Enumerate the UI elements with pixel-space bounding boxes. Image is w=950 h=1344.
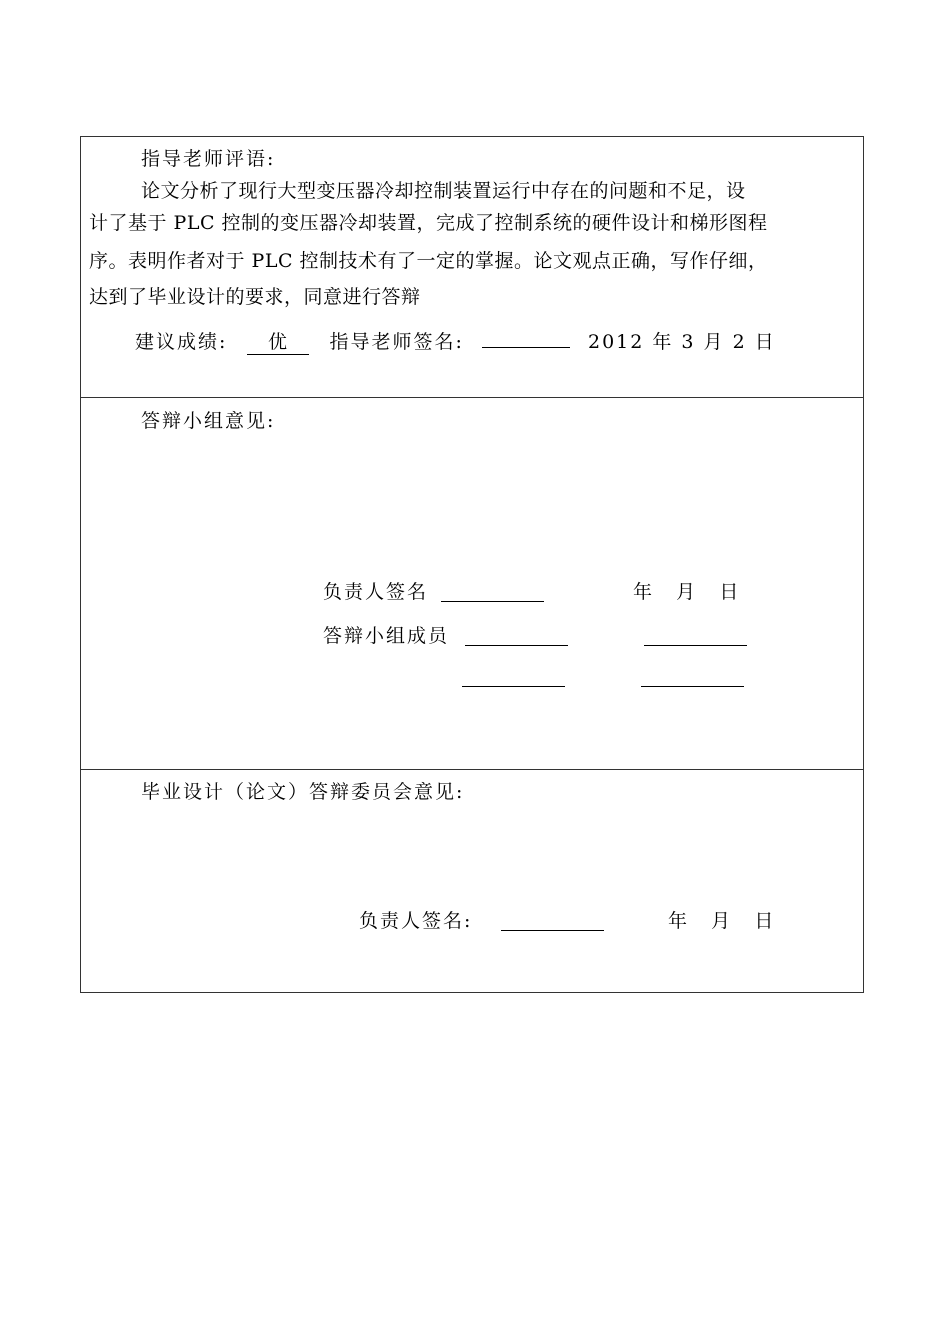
suggested-grade-label: 建议成绩: bbox=[135, 331, 228, 353]
advisor-comment-line: 达到了毕业设计的要求，同意进行答辩 bbox=[89, 286, 421, 308]
defense-members-label: 答辩小组成员 bbox=[323, 625, 450, 647]
advisor-comment-line: 序。表明作者对于 PLC 控制技术有了一定的掌握。论文观点正确，写作仔细， bbox=[89, 250, 768, 272]
defense-leader-signature-blank bbox=[441, 601, 544, 602]
defense-member-signature-blank bbox=[641, 686, 744, 687]
committee-leader-signature-blank bbox=[501, 930, 604, 931]
advisor-comment-line: 论文分析了现行大型变压器冷却控制装置运行中存在的问题和不足，设 bbox=[141, 180, 746, 202]
advisor-sign-date: 2012 年 3 月 2 日 bbox=[588, 331, 776, 353]
advisor-signature-label: 指导老师签名: bbox=[329, 331, 464, 353]
review-form-table bbox=[80, 136, 864, 993]
advisor-comment-line: 计了基于 PLC 控制的变压器冷却装置，完成了控制系统的硬件设计和梯形图程 bbox=[89, 212, 768, 234]
defense-member-signature-blank bbox=[465, 645, 568, 646]
defense-leader-signature-label: 负责人签名 bbox=[323, 581, 429, 603]
suggested-grade-value: 优 bbox=[247, 330, 309, 355]
defense-group-heading: 答辩小组意见: bbox=[141, 410, 276, 432]
defense-member-signature-blank bbox=[462, 686, 565, 687]
advisor-comment-section bbox=[81, 137, 863, 398]
committee-section bbox=[81, 770, 863, 992]
committee-leader-date: 年 月 日 bbox=[668, 910, 774, 932]
defense-member-signature-blank bbox=[644, 645, 747, 646]
advisor-comment-heading: 指导老师评语: bbox=[141, 148, 276, 170]
suggested-grade-row bbox=[135, 327, 776, 355]
defense-group-section bbox=[81, 398, 863, 770]
defense-leader-date: 年 月 日 bbox=[633, 581, 739, 603]
advisor-signature-blank bbox=[482, 327, 570, 348]
committee-leader-signature-label: 负责人签名: bbox=[359, 910, 473, 932]
committee-heading: 毕业设计（论文）答辩委员会意见: bbox=[141, 781, 465, 803]
